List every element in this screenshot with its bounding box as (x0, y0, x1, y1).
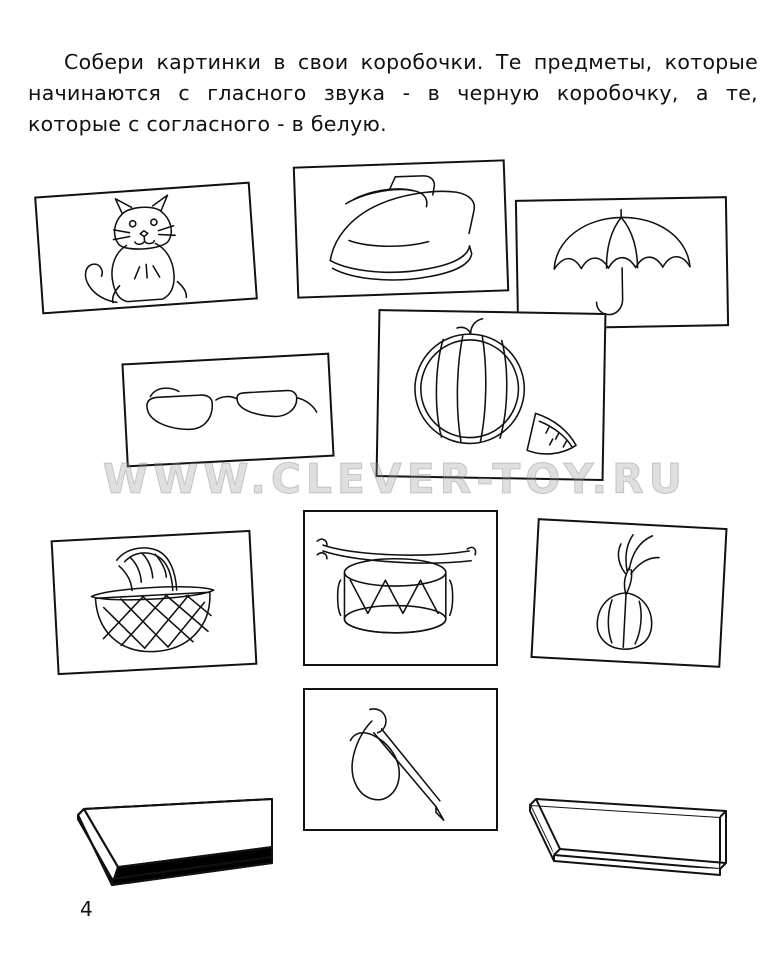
picture-card-watermelon[interactable] (376, 309, 607, 481)
basket-icon (53, 532, 256, 673)
cat-icon (36, 184, 255, 313)
black-box-icon (66, 793, 288, 893)
watermelon-icon (378, 311, 605, 479)
instructions-text: Собери картинки в свои коробочки. Те предметы, которые начинаются с гласного звука - в черную коробочку, а те, которые с согласного - в белую. (28, 49, 758, 136)
drum-icon (305, 512, 496, 664)
white-box[interactable] (520, 793, 742, 893)
watermark-text: WWW.CLEVER-TOY.RU (102, 455, 688, 503)
picture-card-iron[interactable] (293, 159, 509, 298)
picture-card-basket[interactable] (51, 530, 258, 675)
picture-card-cat[interactable] (34, 182, 258, 315)
picture-card-onion[interactable] (530, 518, 727, 668)
picture-card-glasses[interactable] (121, 353, 334, 468)
picture-card-umbrella[interactable] (515, 196, 729, 330)
page-number: 4 (80, 897, 93, 921)
iron-icon (295, 161, 507, 296)
onion-icon (533, 520, 726, 666)
white-box-icon (520, 793, 742, 893)
black-box[interactable] (66, 793, 288, 893)
needle-icon (305, 690, 496, 829)
picture-card-drum[interactable] (303, 510, 498, 666)
picture-card-needle[interactable] (303, 688, 498, 831)
glasses-icon (124, 355, 333, 466)
umbrella-icon (517, 198, 727, 328)
